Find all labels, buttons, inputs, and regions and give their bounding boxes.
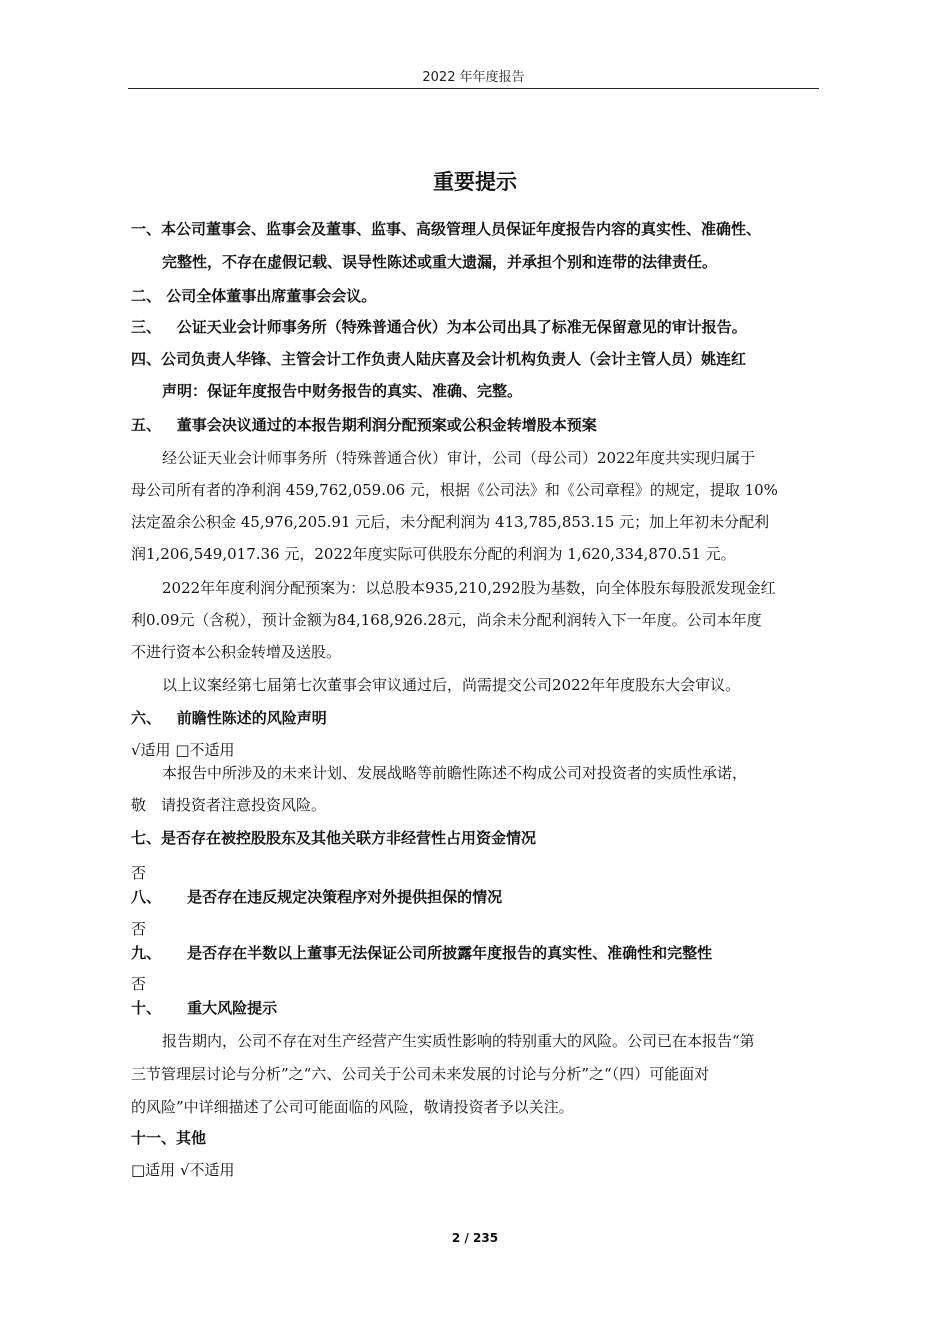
- item-1-number: 一、: [131, 220, 162, 238]
- item-6-number: 六、: [131, 709, 162, 727]
- item-9-heading: 是否存在半数以上董事无法保证公司所披露年度报告的真实性、准确性和完整性: [187, 944, 713, 962]
- item-1-line-1: 本公司董事会、监事会及董事、监事、高级管理人员保证年度报告内容的真实性、准确性、: [161, 220, 762, 238]
- item-5-number: 五、: [131, 416, 162, 434]
- item-2-text: 公司全体董事出席董事会会议。: [166, 287, 377, 305]
- item-3-number: 三、: [131, 318, 162, 336]
- item-5: [131, 414, 597, 435]
- item-5-p2-line-1: 2022年年度利润分配预案为：以总股本935,210,292股为基数，向全体股东每股派发现金红: [162, 579, 776, 597]
- item-10-line-3: 的风险”中详细描述了公司可能面临的风险，敬请投资者予以关注。: [131, 1098, 574, 1116]
- item-9-number: 九、: [131, 944, 162, 962]
- item-7-answer: 否: [131, 864, 147, 882]
- item-8-heading: 是否存在违反规定决策程序对外提供担保的情况: [187, 888, 503, 906]
- item-11-option: □适用 √不适用: [131, 1161, 235, 1179]
- item-10-line-2: 三节管理层讨论与分析”之“六、公司关于公司未来发展的讨论与分析”之“（四）可能面对: [131, 1065, 710, 1083]
- item-6-line-1: 本报告中所涉及的未来计划、发展战略等前瞻性陈述不构成公司对投资者的实质性承诺，: [162, 764, 748, 782]
- item-2: [131, 285, 376, 306]
- item-7-heading: 七、是否存在被控股股东及其他关联方非经营性占用资金情况: [131, 829, 537, 847]
- item-4-line-1: 公司负责人华锋、主管会计工作负责人陆庆喜及会计机构负责人（会计主管人员）姚连红: [161, 350, 747, 368]
- item-1: [131, 218, 761, 239]
- item-5-p3: 以上议案经第七届第七次董事会审议通过后，尚需提交公司2022年年度股东大会审议。: [162, 676, 741, 694]
- item-6-option: √适用 □不适用: [131, 741, 235, 759]
- item-10: [131, 997, 277, 1018]
- item-5-p2-line-3: 不进行资本公积金转增及送股。: [131, 643, 342, 661]
- item-9-answer: 否: [131, 975, 147, 993]
- item-1-line-2: 完整性，不存在虚假记载、误导性陈述或重大遗漏，并承担个别和连带的法律责任。: [162, 253, 718, 271]
- item-8-answer: 否: [131, 920, 147, 938]
- item-8: [131, 886, 502, 907]
- item-4-number: 四、: [131, 350, 162, 368]
- item-5-p1-line-4: 润1,206,549,017.36 元，2022年度实际可供股东分配的利润为 1,620,334,870.51 元。: [131, 545, 736, 563]
- item-4-line-2: 声明：保证年度报告中财务报告的真实、准确、完整。: [162, 382, 523, 400]
- item-11-heading: 十一、其他: [131, 1129, 207, 1147]
- item-3-text: 公证天业会计师事务所（特殊普通合伙）为本公司出具了标准无保留意见的审计报告。: [176, 318, 747, 336]
- item-8-number: 八、: [131, 888, 162, 906]
- page-number: 2 / 235: [451, 1231, 499, 1245]
- item-5-p2-line-2: 利0.09元（含税），预计金额为84,168,926.28元，尚余未分配利润转入下一年度。公司本年度: [131, 611, 762, 629]
- header-divider: [128, 88, 819, 89]
- item-5-p1-line-2: 母公司所有者的净利润 459,762,059.06 元，根据《公司法》和《公司章程》的规定，提取 10%: [131, 481, 778, 499]
- item-6-heading: 前瞻性陈述的风险声明: [176, 709, 327, 727]
- item-6-line-2: 敬 请投资者注意投资风险。: [131, 796, 327, 814]
- item-5-p1-line-3: 法定盈余公积金 45,976,205.91 元后，未分配利润为 413,785,853.15 元；加上年初未分配利: [131, 513, 770, 531]
- item-9: [131, 942, 712, 963]
- page-title: 重要提示: [433, 170, 517, 194]
- item-10-heading: 重大风险提示: [187, 999, 278, 1017]
- item-10-line-1: 报告期内，公司不存在对生产经营产生实质性影响的特别重大的风险。公司已在本报告“第: [162, 1032, 755, 1050]
- item-6: [131, 707, 327, 728]
- item-2-number: 二、: [131, 287, 162, 305]
- item-5-p1-line-1: 经公证天业会计师事务所（特殊普通合伙）审计，公司（母公司）2022年度共实现归属于: [162, 449, 756, 467]
- item-3: [131, 316, 747, 337]
- item-5-heading: 董事会决议通过的本报告期利润分配预案或公积金转增股本预案: [176, 416, 597, 434]
- item-4: [131, 348, 746, 369]
- item-10-number: 十、: [131, 999, 162, 1017]
- page-header: 2022 年年度报告: [422, 70, 525, 85]
